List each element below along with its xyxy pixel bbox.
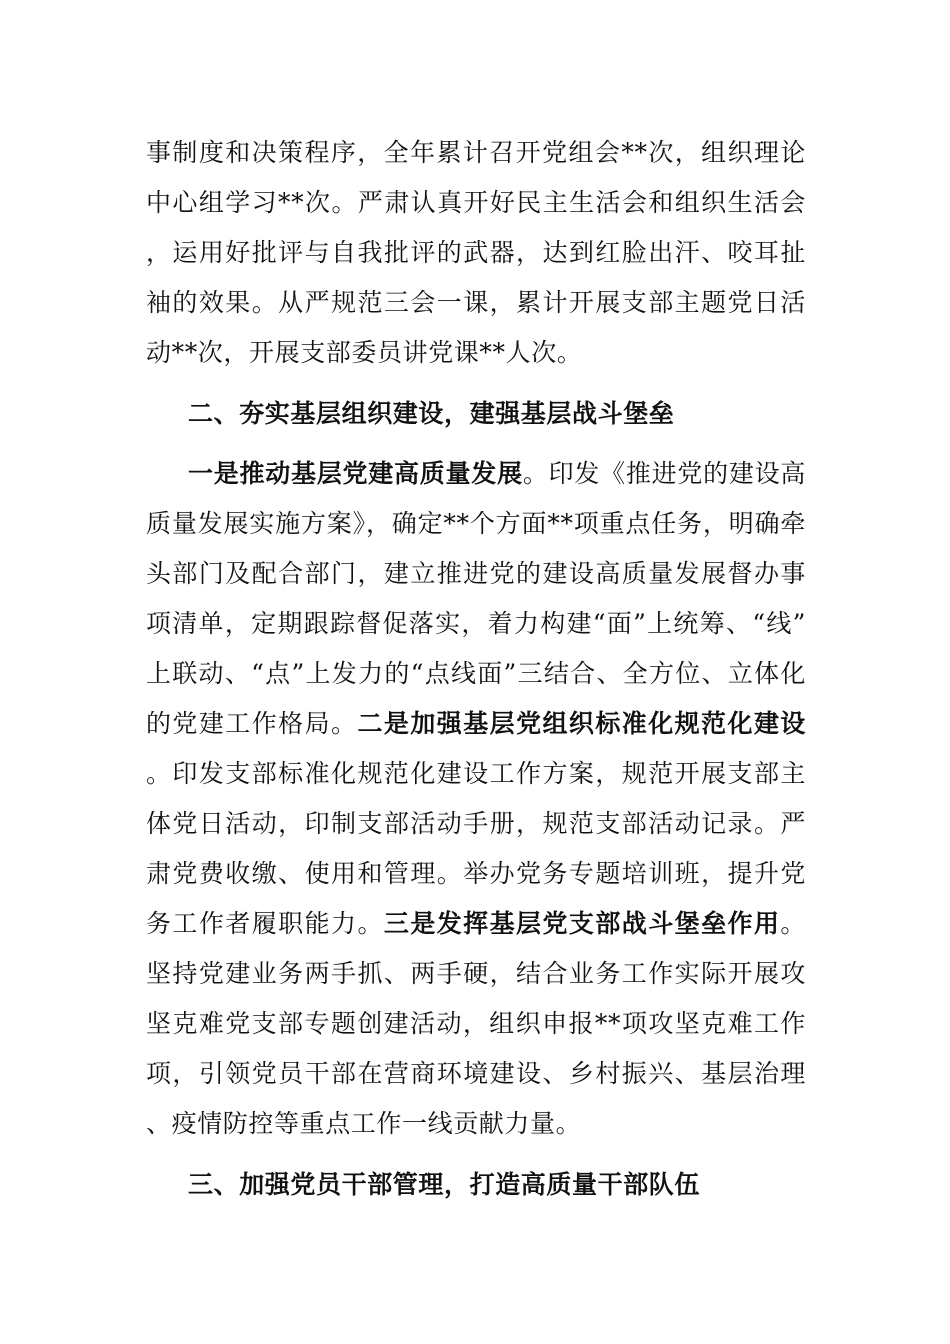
point-2-title: 二是加强基层党组织标准化规范化建设 bbox=[357, 709, 806, 738]
point-3-body: 。坚持党建业务两手抓、两手硬，结合业务工作实际开展攻坚克难党支部专题创建活动，组织申报**项攻坚克难工作项，引领党员干部在营商环境建设、乡村振兴、基层治理、疫情防控等重点工作一线贡献力量。 bbox=[146, 909, 806, 1138]
point-1-title: 一是推动基层党建高质量发展 bbox=[188, 459, 523, 488]
section-3-heading: 三、加强党员干部管理，打造高质量干部队伍 bbox=[188, 1170, 701, 1199]
intro-paragraph: 事制度和决策程序，全年累计召开党组会**次，组织理论中心组学习**次。严肃认真开好民主生活会和组织生活会，运用好批评与自我批评的武器，达到红脸出汗、咬耳扯袖的效果。从严规范三会一课，累计开展支部主题党日活动**次，开展支部委员讲党课**人次。 bbox=[146, 138, 806, 367]
section-2-paragraph bbox=[146, 449, 806, 1149]
point-1-body: 。印发《推进党的建设高质量发展实施方案》，确定**个方面**项重点任务，明确牵头部门及配合部门，建立推进党的建设高质量发展督办事项清单，定期跟踪督促落实，着力构建“面”上统筹、“线”上联动、“点”上发力的“点线面”三结合、全方位、立体化的党建工作格局。 bbox=[146, 459, 806, 738]
point-2-body: 。印发支部标准化规范化建设工作方案，规范开展支部主体党日活动，印制支部活动手册，规范支部活动记录。严肃党费收缴、使用和管理。举办党务专题培训班，提升党务工作者履职能力。 bbox=[146, 759, 806, 938]
section-2-heading: 二、夯实基层组织建设，建强基层战斗堡垒 bbox=[188, 399, 675, 428]
point-3-title: 三是发挥基层党支部战斗堡垒作用 bbox=[383, 909, 781, 938]
